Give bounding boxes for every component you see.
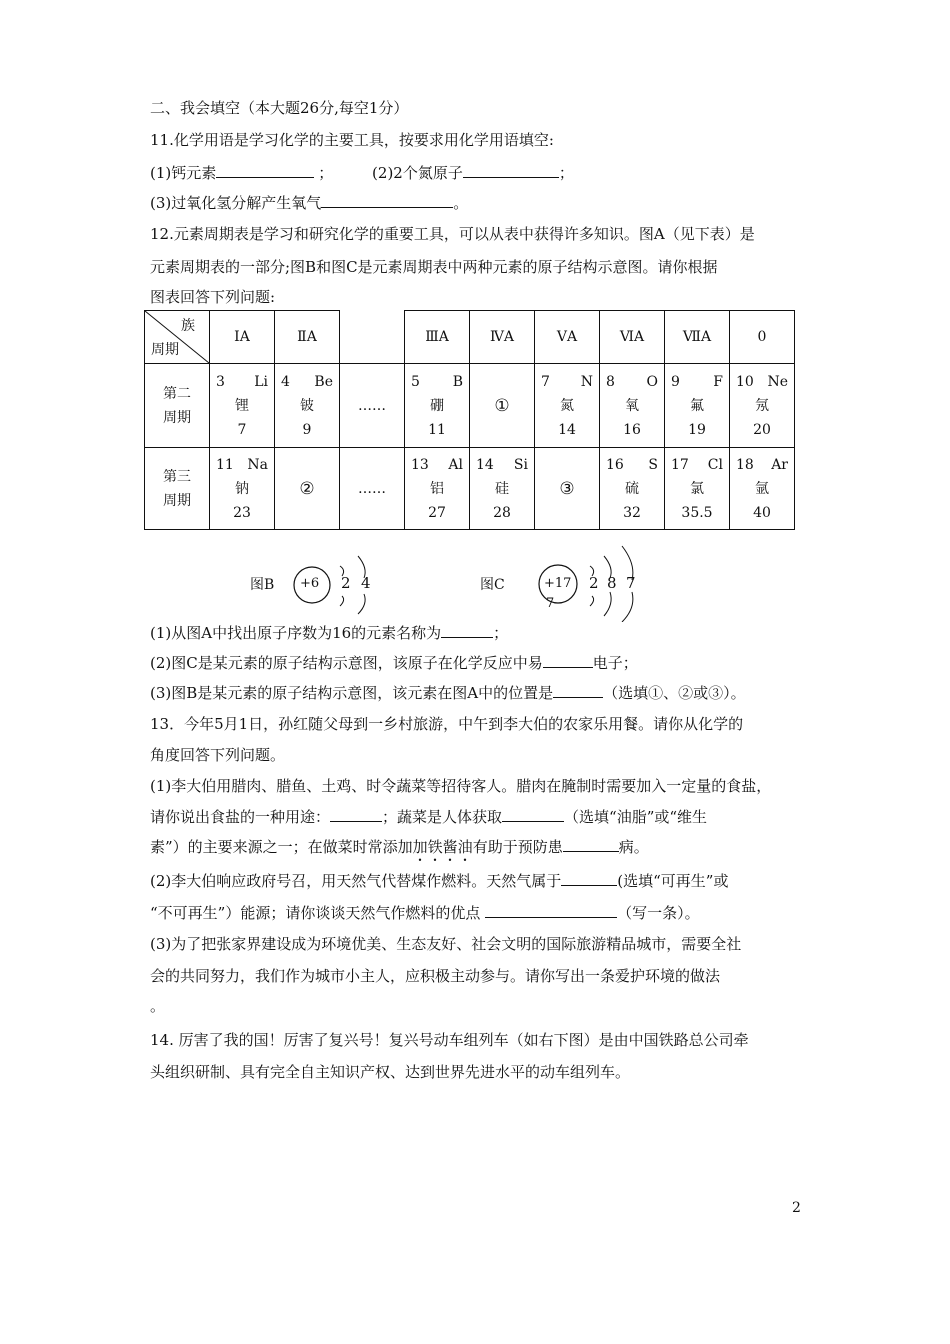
group-header: ⅣA bbox=[470, 311, 535, 364]
element-name: 氟 bbox=[690, 397, 704, 414]
group-header bbox=[340, 311, 405, 364]
answer-blank[interactable] bbox=[543, 652, 593, 668]
element-cell-be bbox=[275, 364, 340, 448]
page-number: 2 bbox=[792, 1200, 801, 1216]
q13-emphasis-text: 加铁酱油 bbox=[412, 838, 473, 856]
question-13-part-1b bbox=[150, 806, 707, 827]
figure-b-shell-1: 2 bbox=[341, 574, 351, 592]
placeholder-cell-1: ① bbox=[470, 364, 535, 448]
figure-c-atom-diagram bbox=[480, 542, 650, 622]
ellipsis-cell: …… bbox=[340, 448, 405, 530]
figure-c-stray-digit: 7 bbox=[546, 596, 555, 611]
atomic-number: 7 bbox=[541, 373, 550, 390]
table-row-period-3 bbox=[145, 448, 795, 530]
answer-blank[interactable] bbox=[553, 682, 603, 698]
element-symbol: N bbox=[580, 373, 593, 390]
element-symbol: S bbox=[648, 456, 658, 473]
q11-part2-end: ； bbox=[558, 164, 574, 182]
q11-part3-label: (3)过氧化氢分解产生氧气 bbox=[150, 194, 322, 212]
question-12-line-2: 元素周期表的一部分;图B和图C是元素周期表中两种元素的原子结构示意图。请你根据 bbox=[150, 258, 718, 276]
figure-c-shell-2: 8 bbox=[607, 574, 617, 592]
atomic-number: 13 bbox=[411, 456, 429, 473]
atomic-mass: 27 bbox=[428, 504, 446, 521]
answer-blank[interactable] bbox=[216, 162, 314, 178]
q13-p1c-mid: 有助于预防患 bbox=[472, 838, 563, 856]
element-cell-o bbox=[600, 364, 665, 448]
period-label-line: 周期 bbox=[163, 409, 191, 426]
atomic-mass: 11 bbox=[428, 421, 446, 438]
q12-sub3-text: (3)图B是某元素的原子结构示意图，该元素在图A中的位置是 bbox=[150, 684, 554, 702]
answer-blank[interactable] bbox=[502, 806, 564, 822]
element-symbol: Al bbox=[448, 456, 463, 473]
q12-sub2-text: (2)图C是某元素的原子结构示意图，该原子在化学反应中易 bbox=[150, 654, 543, 672]
q13-p2a-end: (选填“可再生”或 bbox=[617, 872, 729, 890]
figure-c-nucleus: +17 bbox=[544, 576, 572, 591]
element-name: 硫 bbox=[625, 480, 639, 497]
element-name: 铝 bbox=[430, 480, 444, 497]
q11-part1-end: ； bbox=[318, 164, 334, 182]
question-13-line-2: 角度回答下列问题。 bbox=[150, 746, 286, 764]
q13-p1c-end: 病。 bbox=[618, 838, 649, 856]
figure-c-shell-3: 7 bbox=[626, 574, 636, 592]
atomic-number: 16 bbox=[606, 456, 624, 473]
question-13-part-2b bbox=[150, 902, 700, 923]
element-cell-na bbox=[210, 448, 275, 530]
group-header: ⅢA bbox=[405, 311, 470, 364]
question-13-part-2a bbox=[150, 870, 728, 891]
answer-blank[interactable] bbox=[330, 806, 382, 822]
q11-part3-end: 。 bbox=[453, 194, 469, 212]
element-symbol: Ar bbox=[771, 456, 788, 473]
element-cell-si bbox=[470, 448, 535, 530]
header-period-label: 周期 bbox=[151, 342, 179, 358]
element-cell-s bbox=[600, 448, 665, 530]
question-12-line-1: 12.元素周期表是学习和研究化学的重要工具，可以从表中获得许多知识。图A（见下表）是 bbox=[150, 225, 755, 243]
period-label bbox=[145, 364, 210, 448]
element-cell-b bbox=[405, 364, 470, 448]
table-header-row bbox=[145, 311, 795, 364]
group-header: ⅥA bbox=[600, 311, 665, 364]
placeholder-cell-2: ② bbox=[275, 448, 340, 530]
q12-sub1-text: (1)从图A中找出原子序数为16的元素名称为 bbox=[150, 624, 442, 642]
element-symbol: F bbox=[713, 373, 723, 390]
periodic-table bbox=[144, 310, 795, 530]
atomic-mass: 16 bbox=[623, 421, 641, 438]
q11-part1-label: (1)钙元素 bbox=[150, 164, 217, 182]
element-name: 硅 bbox=[495, 480, 509, 497]
atomic-mass: 20 bbox=[753, 421, 771, 438]
atomic-number: 10 bbox=[736, 373, 754, 390]
period-label-line: 周期 bbox=[163, 492, 191, 509]
element-name: 锂 bbox=[235, 397, 249, 414]
element-name: 氮 bbox=[560, 397, 574, 414]
question-13-part-3c: 。 bbox=[150, 997, 166, 1015]
atomic-mass: 35.5 bbox=[681, 504, 713, 521]
element-symbol: Be bbox=[314, 373, 333, 390]
q11-part2-label: (2)2个氮原子 bbox=[372, 164, 463, 182]
answer-blank[interactable] bbox=[321, 192, 453, 208]
q12-sub1-end: ； bbox=[493, 624, 509, 642]
atomic-mass: 23 bbox=[233, 504, 251, 521]
question-11-part-1-2 bbox=[150, 162, 574, 183]
element-cell-n bbox=[535, 364, 600, 448]
element-symbol: B bbox=[452, 373, 463, 390]
atomic-mass: 28 bbox=[493, 504, 511, 521]
answer-blank[interactable] bbox=[561, 870, 617, 886]
element-name: 硼 bbox=[430, 397, 444, 414]
header-group-label: 族 bbox=[181, 318, 195, 334]
element-cell-ne bbox=[730, 364, 795, 448]
atomic-number: 9 bbox=[671, 373, 680, 390]
answer-blank[interactable] bbox=[563, 836, 619, 852]
question-14-line-2: 头组织研制、具有完全自主知识产权、达到世界先进水平的动车组列车。 bbox=[150, 1063, 631, 1081]
figure-c-label: 图C bbox=[480, 577, 505, 593]
answer-blank[interactable] bbox=[463, 162, 559, 178]
element-name: 氯 bbox=[690, 480, 704, 497]
question-12-sub-2 bbox=[150, 652, 638, 673]
group-header: ⅡA bbox=[275, 311, 340, 364]
atomic-number: 14 bbox=[476, 456, 494, 473]
element-name: 氩 bbox=[755, 480, 769, 497]
q13-p2b-end: （写一条）。 bbox=[617, 904, 700, 922]
element-name: 氧 bbox=[625, 397, 639, 414]
element-symbol: Ne bbox=[767, 373, 788, 390]
element-cell-f bbox=[665, 364, 730, 448]
atomic-mass: 19 bbox=[688, 421, 706, 438]
question-12-sub-1 bbox=[150, 622, 508, 643]
header-corner-cell bbox=[145, 311, 210, 364]
answer-blank[interactable] bbox=[441, 622, 493, 638]
atomic-number: 8 bbox=[606, 373, 615, 390]
atomic-mass: 7 bbox=[237, 421, 247, 438]
figure-b-atom-diagram bbox=[250, 548, 390, 620]
element-cell-ar bbox=[730, 448, 795, 530]
placeholder-cell-3: ③ bbox=[535, 448, 600, 530]
question-13-part-1a: (1)李大伯用腊肉、腊鱼、土鸡、时令蔬菜等招待客人。腊肉在腌制时需要加入一定量的食盐， bbox=[150, 777, 772, 795]
atomic-number: 11 bbox=[216, 456, 234, 473]
question-11-part-3 bbox=[150, 192, 468, 213]
atomic-mass: 32 bbox=[623, 504, 641, 521]
atomic-mass: 14 bbox=[558, 421, 576, 438]
question-11-stem: 11.化学用语是学习化学的主要工具，按要求用化学用语填空: bbox=[150, 131, 554, 149]
q13-p1b-mid: ；蔬菜是人体获取 bbox=[382, 808, 503, 826]
group-header: ⅦA bbox=[665, 311, 730, 364]
period-label-line: 第二 bbox=[163, 385, 191, 402]
element-symbol: Cl bbox=[707, 456, 723, 473]
q13-p1b-end: （选填“油脂”或“维生 bbox=[564, 808, 708, 826]
question-12-sub-3 bbox=[150, 682, 746, 703]
atomic-number: 4 bbox=[281, 373, 290, 390]
q13-p2a-text: (2)李大伯响应政府号召，用天然气代替煤作燃料。天然气属于 bbox=[150, 872, 562, 890]
atomic-number: 18 bbox=[736, 456, 754, 473]
atomic-number: 17 bbox=[671, 456, 689, 473]
q12-sub3-end: （选填①、②或③）。 bbox=[603, 684, 746, 702]
question-13-part-3b: 会的共同努力，我们作为城市小主人，应积极主动参与。请你写出一条爱护环境的做法 bbox=[150, 967, 721, 985]
figure-b-shell-2: 4 bbox=[361, 574, 371, 592]
q13-p1c-text: 素”）的主要来源之一；在做菜时常添加 bbox=[150, 838, 413, 856]
group-header: ⅠA bbox=[210, 311, 275, 364]
period-label bbox=[145, 448, 210, 530]
question-13-line-1: 13．今年5月1日，孙红随父母到一乡村旅游，中午到李大伯的农家乐用餐。请你从化学的 bbox=[150, 715, 744, 733]
figure-b-nucleus: +6 bbox=[300, 576, 320, 591]
atomic-mass: 40 bbox=[753, 504, 771, 521]
element-cell-li bbox=[210, 364, 275, 448]
figure-b-label: 图B bbox=[250, 577, 275, 593]
element-name: 钠 bbox=[235, 480, 249, 497]
q13-p1b-text: 请你说出食盐的一种用途： bbox=[150, 808, 331, 826]
figure-c-shell-1: 2 bbox=[589, 574, 599, 592]
group-header: ⅤA bbox=[535, 311, 600, 364]
table-row-period-2 bbox=[145, 364, 795, 448]
atomic-number: 5 bbox=[411, 373, 420, 390]
atomic-mass: 9 bbox=[302, 421, 312, 438]
element-name: 氖 bbox=[755, 397, 769, 414]
period-label-line: 第三 bbox=[163, 468, 191, 485]
q12-sub2-end: 电子； bbox=[592, 654, 638, 672]
answer-blank[interactable] bbox=[485, 902, 617, 918]
element-name: 铍 bbox=[300, 397, 314, 414]
ellipsis-cell: …… bbox=[340, 364, 405, 448]
q13-p2b-text: “不可再生”）能源；请你谈谈天然气作燃料的优点 bbox=[150, 904, 486, 922]
question-12-line-3: 图表回答下列问题: bbox=[150, 288, 276, 306]
group-header: 0 bbox=[730, 311, 795, 364]
element-cell-cl bbox=[665, 448, 730, 530]
question-13-part-1c bbox=[150, 836, 649, 865]
atomic-number: 3 bbox=[216, 373, 225, 390]
element-symbol: Si bbox=[513, 456, 528, 473]
question-14-line-1: 14. 厉害了我的国！厉害了复兴号！复兴号动车组列车（如右下图）是由中国铁路总公司牵 bbox=[150, 1031, 749, 1049]
element-symbol: O bbox=[646, 373, 658, 390]
element-cell-al bbox=[405, 448, 470, 530]
section-title: 二、我会填空（本大题26分,每空1分） bbox=[150, 99, 409, 117]
element-symbol: Li bbox=[254, 373, 268, 390]
element-symbol: Na bbox=[247, 456, 268, 473]
question-13-part-3a: (3)为了把张家界建设成为环境优美、生态友好、社会文明的国际旅游精品城市，需要全社 bbox=[150, 935, 742, 953]
